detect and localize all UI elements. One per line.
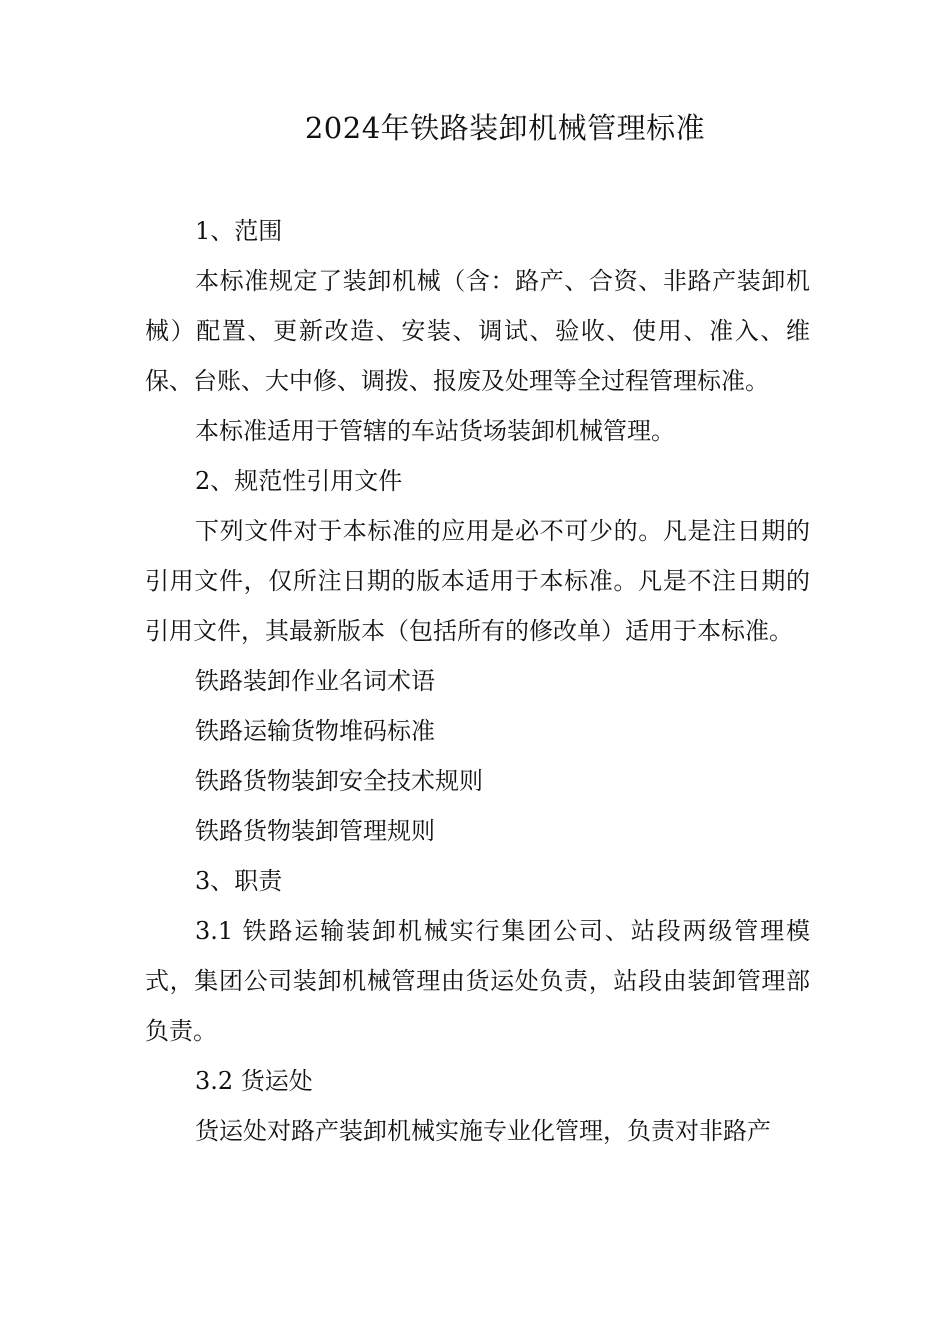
document-body: [145, 206, 810, 1156]
section-heading-references: 2、规范性引用文件: [195, 467, 403, 495]
section-heading-scope: 1、范围: [195, 217, 283, 245]
paragraph-references-intro: 下列文件对于本标准的应用是必不可少的。凡是注日期的引用文件，仅所注日期的版本适用于本标准。凡是不注日期的引用文件，其最新版本（包括所有的修改单）适用于本标准。: [145, 517, 810, 645]
reference-item: 铁路货物装卸安全技术规则: [195, 767, 483, 795]
document-title: 2024年铁路装卸机械管理标准: [304, 111, 706, 145]
paragraph-scope-applicability: 本标准适用于管辖的车站货场装卸机械管理。: [195, 417, 675, 445]
reference-item: 铁路运输货物堆码标准: [195, 717, 435, 745]
paragraph-freight-office: 货运处对路产装卸机械实施专业化管理，负责对非路产: [195, 1117, 771, 1145]
paragraph-scope-definition: 本标准规定了装卸机械（含：路产、合资、非路产装卸机械）配置、更新改造、安装、调试、验收、使用、准入、维保、台账、大中修、调拨、报废及处理等全过程管理标准。: [145, 267, 810, 395]
reference-item: 铁路装卸作业名词术语: [195, 667, 435, 695]
paragraph-duties-3-1: 3.1 铁路运输装卸机械实行集团公司、站段两级管理模式，集团公司装卸机械管理由货运处负责，站段由装卸管理部负责。: [145, 917, 810, 1045]
section-heading-duties: 3、职责: [195, 867, 283, 895]
subsection-heading-3-2: 3.2 货运处: [195, 1067, 313, 1095]
reference-item: 铁路货物装卸管理规则: [195, 817, 435, 845]
